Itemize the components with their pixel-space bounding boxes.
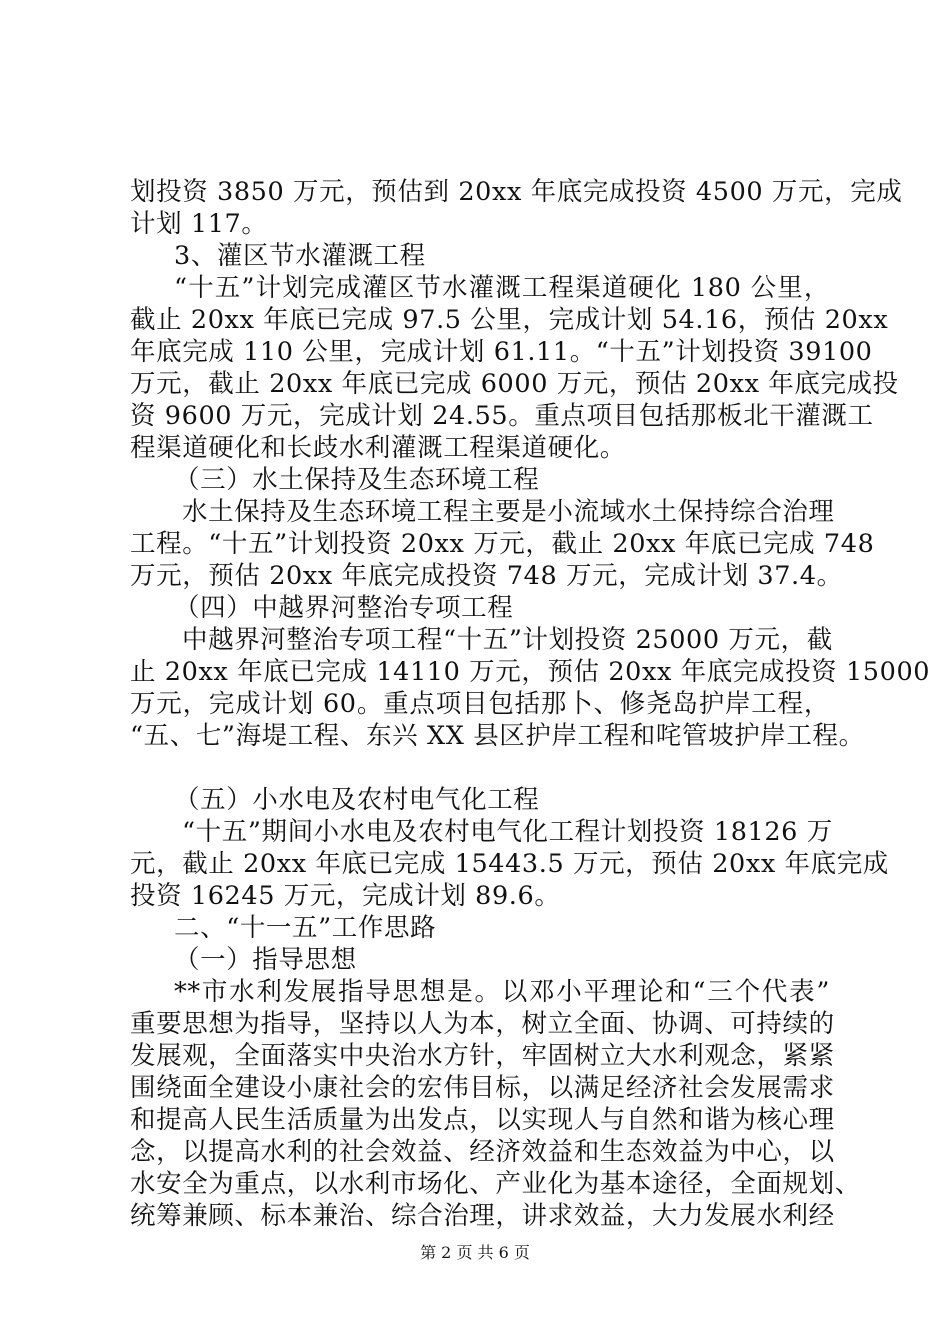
section-heading: （五）小水电及农村电气化工程 [174, 785, 540, 815]
page-number-footer: 第 2 页 共 6 页 [420, 1243, 530, 1262]
text-line: 止 20xx 年底已完成 14110 万元，预估 20xx 年底完成投资 15000 [130, 657, 931, 687]
text-line: 投资 16245 万元，完成计划 89.6。 [130, 881, 561, 911]
text-line: **市水利发展指导思想是。以邓小平理论和“三个代表” [174, 977, 830, 1007]
text-line: 元，截止 20xx 年底已完成 15443.5 万元，预估 20xx 年底完成 [130, 849, 889, 879]
section-heading: （一）指导思想 [174, 945, 357, 975]
text-line: 万元，完成计划 60。重点项目包括那卜、修尧岛护岸工程， [130, 689, 830, 719]
text-line: 念，以提高水利的社会效益、经济效益和生态效益为中心，以 [130, 1137, 835, 1167]
text-line: 程渠道硬化和长歧水利灌溉工程渠道硬化。 [130, 433, 626, 463]
text-line: 划投资 3850 万元，预估到 20xx 年底完成投资 4500 万元，完成 [130, 177, 903, 207]
text-line: 年底完成 110 公里，完成计划 61.11。“十五”计划投资 39100 [130, 337, 873, 367]
section-heading: （四）中越界河整治专项工程 [174, 593, 514, 623]
text-line: 和提高人民生活质量为出发点，以实现人与自然和谐为核心理 [130, 1105, 835, 1135]
text-line: 统筹兼顾、标本兼治、综合治理，讲求效益，大力发展水利经 [130, 1201, 835, 1231]
text-line: 万元，截止 20xx 年底已完成 6000 万元，预估 20xx 年底完成投 [130, 369, 899, 399]
text-line: “十五”计划完成灌区节水灌溉工程渠道硬化 180 公里， [174, 273, 830, 303]
text-line: 计划 117。 [130, 209, 268, 239]
section-heading: 3、灌区节水灌溉工程 [174, 241, 426, 271]
text-line: “五、七”海堤工程、东兴 XX 县区护岸工程和咤管坡护岸工程。 [130, 721, 865, 751]
text-line: 水安全为重点，以水利市场化、产业化为基本途径，全面规划、 [130, 1169, 861, 1199]
section-heading: 二、“十一五”工作思路 [174, 913, 437, 943]
text-line: 资 9600 万元，完成计划 24.55。重点项目包括那板北干灌溉工 [130, 401, 874, 431]
text-line: 截止 20xx 年底已完成 97.5 公里，完成计划 54.16，预估 20xx [130, 305, 889, 335]
text-line: 万元，预估 20xx 年底完成投资 748 万元，完成计划 37.4。 [130, 561, 843, 591]
text-line: 重要思想为指导，坚持以人为本，树立全面、协调、可持续的 [130, 1009, 835, 1039]
text-line: 中越界河整治专项工程“十五”计划投资 25000 万元，截 [182, 625, 833, 655]
text-line: 发展观，全面落实中央治水方针，牢固树立大水利观念，紧紧 [130, 1041, 835, 1071]
section-heading: （三）水土保持及生态环境工程 [174, 465, 540, 495]
text-line: “十五”期间小水电及农村电气化工程计划投资 18126 万 [182, 817, 833, 847]
text-line: 围绕面全建设小康社会的宏伟目标，以满足经济社会发展需求 [130, 1073, 835, 1103]
text-line: 工程。“十五”计划投资 20xx 万元，截止 20xx 年底已完成 748 [130, 529, 875, 559]
text-line: 水土保持及生态环境工程主要是小流域水土保持综合治理 [182, 497, 835, 527]
